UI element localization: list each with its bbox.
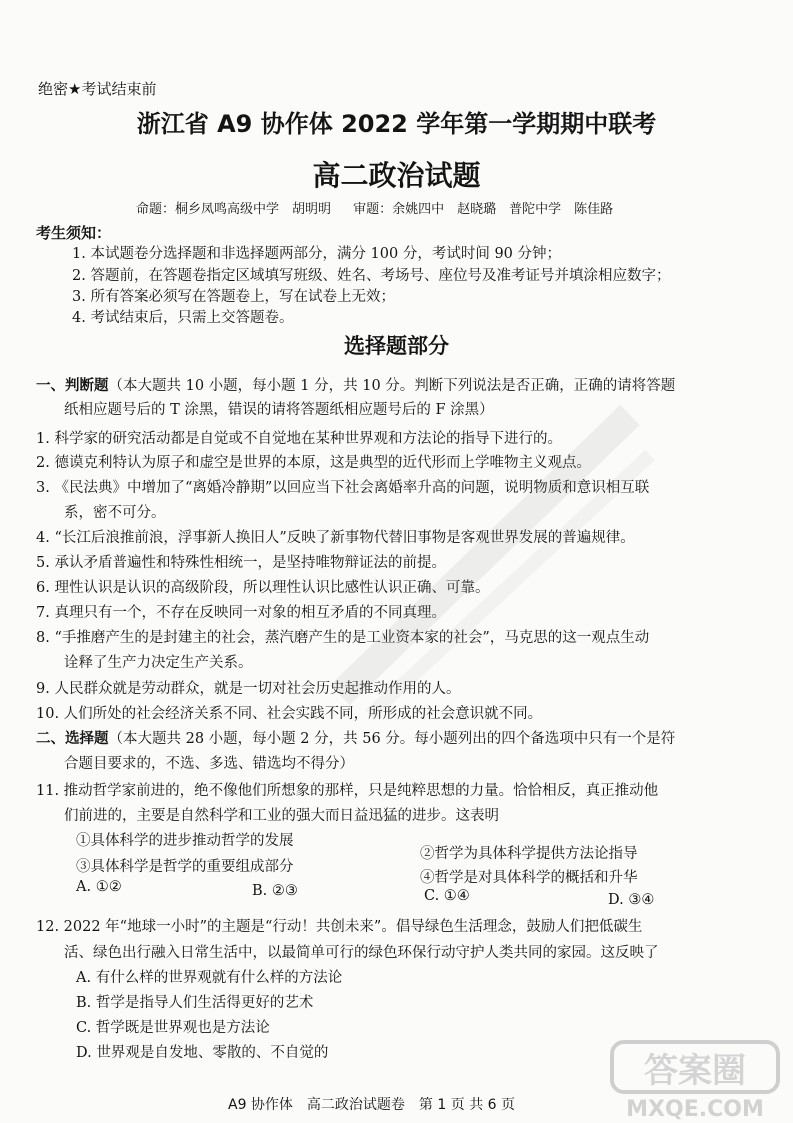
notice-item: 4. 考试结束后，只需上交答题卷。 [72, 310, 294, 326]
question-6: 6. 理性认识是认识的高级阶段，所以理性认识比感性认识正确、可靠。 [36, 580, 490, 596]
question-11: 11. 推动哲学家前进的，绝不像他们所想象的那样，只是纯粹思想的力量。恰恰相反，真正推动他 [36, 783, 659, 799]
exam-subtitle: 高二政治试题 [312, 159, 481, 192]
site-logo [610, 1040, 780, 1120]
q12-option-a: A. 有什么样的世界观就有什么样的方法论 [76, 970, 343, 986]
question-4: 4. “长江后浪推前浪，浮事新人换旧人”反映了新事物代替旧事物是客观世界发展的普遍规律。 [36, 530, 635, 546]
q11-option-b: B. ②③ [252, 883, 298, 899]
authors-line [136, 198, 631, 217]
question-10: 10. 人们所处的社会经济关系不同、社会实践不同，所形成的社会意识就不同。 [36, 706, 543, 722]
notice-item: 1. 本试题卷分选择题和非选择题两部分，满分 100 分，考试时间 90 分钟； [72, 246, 562, 262]
question-11-cont: 们前进的，主要是自然科学和工业的强大而日益迅猛的进步。这表明 [64, 808, 499, 824]
question-8: 8. “手推磨产生的是封建主的社会，蒸汽磨产生的是工业资本家的社会”，马克思的这一观点生动 [36, 630, 650, 646]
part1-intro-cont: 纸相应题号后的 T 涂黑，错误的请将答题纸相应题号后的 F 涂黑） [64, 402, 494, 418]
exam-title: 浙江省 A9 协作体 2022 学年第一学期期中联考 [136, 110, 657, 138]
question-12: 12. 2022 年“地球一小时”的主题是“行动！共创未来”。倡导绿色生活理念，鼓励人们把低碳生 [36, 919, 643, 935]
q11-statement-1: ①具体科学的进步推动哲学的发展 [76, 833, 294, 849]
question-3-cont: 系，密不可分。 [64, 505, 166, 521]
question-12-cont: 活、绿色出行融入日常生活中，以最简单可行的绿色环保行动守护人类共同的家园。这反映了 [64, 945, 659, 961]
question-9: 9. 人民群众就是劳动群众，就是一切对社会历史起推动作用的人。 [36, 681, 461, 697]
confidential-label: 绝密★考试结束前 [38, 80, 157, 98]
q11-statement-2: ②哲学为具体科学提供方法论指导 [420, 846, 638, 862]
q11-option-d: D. ③④ [608, 892, 655, 908]
question-5: 5. 承认矛盾普遍性和特殊性相统一，是坚持唯物辩证法的前提。 [36, 555, 446, 571]
notice-item: 3. 所有答案必须写在答题卷上，写在试卷上无效； [72, 289, 395, 305]
watermark [330, 395, 660, 725]
question-1: 1. 科学家的研究活动都是自觉或不自觉地在某种世界观和方法论的指导下进行的。 [36, 431, 562, 447]
q12-option-c: C. 哲学既是世界观也是方法论 [76, 1020, 270, 1036]
notice-item: 2. 答题前，在答题卷指定区域填写班级、姓名、考场号、座位号及准考证号并填涂相应数字； [72, 268, 671, 284]
part2-lead: 二、选择题 [36, 731, 109, 747]
part1-lead: 一、判断题 [36, 378, 109, 394]
q11-statement-4: ④哲学是对具体科学的概括和升华 [420, 870, 638, 886]
part2-intro: （本大题共 28 小题，每小题 2 分，共 56 分。每小题列出的四个备选项中只有一个是符 [108, 731, 676, 747]
q11-statement-3: ③具体科学是哲学的重要组成部分 [76, 859, 294, 875]
svg-text:答案圈: 答案圈 [644, 1051, 746, 1091]
question-8-cont: 诠释了生产力决定生产关系。 [64, 655, 253, 671]
svg-text:MXQE.COM: MXQE.COM [626, 1097, 764, 1120]
page-footer: A9 协作体 高二政治试题卷 第 1 页 共 6 页 [228, 1097, 515, 1113]
question-2: 2. 德谟克利特认为原子和虚空是世界的本原，这是典型的近代形而上学唯物主义观点。 [36, 455, 591, 471]
part1-intro: （本大题共 10 小题，每小题 1 分，共 10 分。判断下列说法是否正确，正确的请将答题 [108, 378, 676, 394]
q12-option-b: B. 哲学是指导人们生活得更好的艺术 [76, 995, 314, 1011]
part2-intro-cont: 合题目要求的，不选、多选、错选均不得分） [64, 756, 354, 772]
question-7: 7. 真理只有一个，不存在反映同一对象的相互矛盾的不同真理。 [36, 605, 446, 621]
q11-option-c: C. ①④ [424, 888, 470, 904]
question-3: 3. 《民法典》中增加了“离婚冷静期”以回应当下社会离婚率升高的问题，说明物质和意识相互联 [36, 480, 650, 496]
reviewer-info: 审题：余姚四中 赵晓璐 普陀中学 陈佳路 [353, 202, 614, 217]
setter-info: 命题：桐乡凤鸣高级中学 胡明明 [136, 202, 332, 217]
part2-header [36, 727, 675, 748]
section-title: 选择题部分 [344, 334, 449, 358]
q11-option-a: A. ①② [76, 879, 122, 895]
part1-header [36, 374, 675, 395]
notice-title: 考生须知： [36, 224, 112, 242]
q12-option-d: D. 世界观是自发地、零散的、不自觉的 [76, 1045, 329, 1061]
